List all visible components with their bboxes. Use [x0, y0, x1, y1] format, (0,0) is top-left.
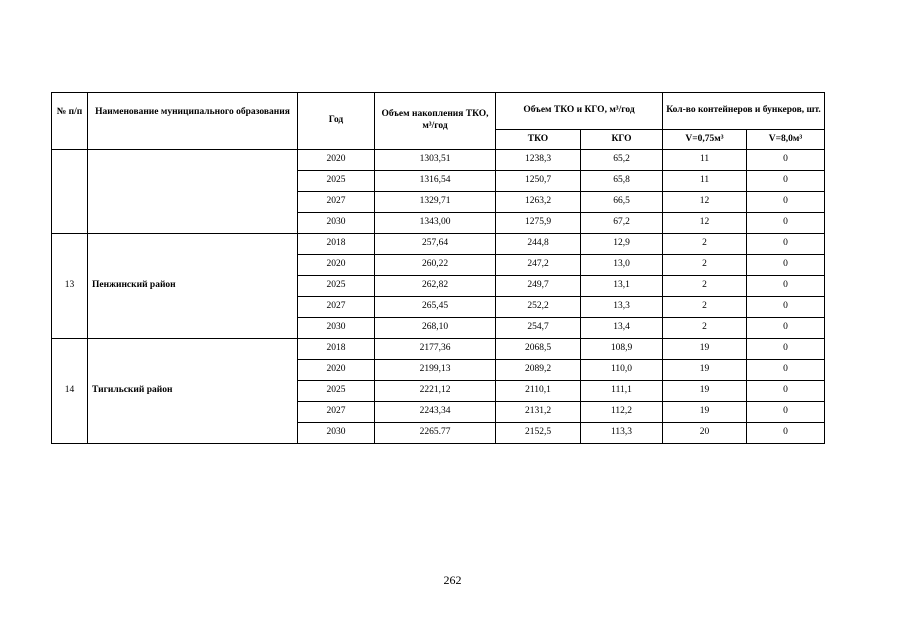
table-row: [52, 234, 825, 255]
cell-year: 2020: [298, 255, 375, 276]
cell-v075: 12: [663, 213, 747, 234]
cell-kgo: 67,2: [581, 213, 663, 234]
cell-tko: 1275,9: [496, 213, 581, 234]
cell-year: 2025: [298, 276, 375, 297]
cell-v8: 0: [747, 381, 825, 402]
cell-tko: 1263,2: [496, 192, 581, 213]
cell-v8: 0: [747, 192, 825, 213]
cell-v8: 0: [747, 150, 825, 171]
municipality-cell: Пенжинский район: [88, 234, 298, 339]
cell-v075: 19: [663, 339, 747, 360]
row-number-cell: 14: [52, 339, 88, 444]
cell-v075: 19: [663, 381, 747, 402]
cell-kgo: 13,0: [581, 255, 663, 276]
cell-v075: 2: [663, 234, 747, 255]
cell-volume: 268,10: [375, 318, 496, 339]
cell-volume: 262,82: [375, 276, 496, 297]
cell-tko: 2089,2: [496, 360, 581, 381]
cell-tko: 2110,1: [496, 381, 581, 402]
header-v075: V=0,75м³: [663, 130, 747, 150]
cell-tko: 1250,7: [496, 171, 581, 192]
cell-v8: 0: [747, 255, 825, 276]
cell-v8: 0: [747, 402, 825, 423]
cell-kgo: 108,9: [581, 339, 663, 360]
cell-v8: 0: [747, 318, 825, 339]
cell-volume: 2221,12: [375, 381, 496, 402]
cell-tko: 2068,5: [496, 339, 581, 360]
cell-year: 2020: [298, 360, 375, 381]
cell-volume: 2243,34: [375, 402, 496, 423]
cell-kgo: 113,3: [581, 423, 663, 444]
cell-year: 2030: [298, 318, 375, 339]
cell-year: 2020: [298, 150, 375, 171]
cell-kgo: 112,2: [581, 402, 663, 423]
cell-kgo: 12,9: [581, 234, 663, 255]
cell-tko: 252,2: [496, 297, 581, 318]
cell-year: 2025: [298, 171, 375, 192]
header-year: Год: [298, 93, 375, 150]
cell-v075: 11: [663, 171, 747, 192]
cell-volume: 2199,13: [375, 360, 496, 381]
municipality-cell: Тигильский район: [88, 339, 298, 444]
cell-volume: 2265.77: [375, 423, 496, 444]
cell-v075: 12: [663, 192, 747, 213]
header-municipality: Наименование муниципального образования: [88, 93, 298, 150]
cell-kgo: 13,3: [581, 297, 663, 318]
cell-v075: 2: [663, 318, 747, 339]
cell-v8: 0: [747, 171, 825, 192]
cell-tko: 2152,5: [496, 423, 581, 444]
waste-volume-table: [51, 92, 825, 444]
row-number-cell: 13: [52, 234, 88, 339]
cell-v075: 19: [663, 402, 747, 423]
cell-volume: 260,22: [375, 255, 496, 276]
cell-v8: 0: [747, 423, 825, 444]
cell-year: 2030: [298, 213, 375, 234]
cell-tko: 254,7: [496, 318, 581, 339]
header-number: № п/п: [52, 93, 88, 150]
cell-volume: 1316,54: [375, 171, 496, 192]
cell-kgo: 13,1: [581, 276, 663, 297]
cell-v8: 0: [747, 297, 825, 318]
row-number-cell: [52, 150, 88, 234]
cell-kgo: 110,0: [581, 360, 663, 381]
cell-v8: 0: [747, 360, 825, 381]
cell-volume: 265,45: [375, 297, 496, 318]
cell-v075: 20: [663, 423, 747, 444]
cell-year: 2025: [298, 381, 375, 402]
header-tko-kgo-group: Объем ТКО и КГО, м³/год: [496, 93, 663, 130]
cell-year: 2027: [298, 192, 375, 213]
cell-v8: 0: [747, 339, 825, 360]
cell-v075: 2: [663, 276, 747, 297]
municipality-cell: [88, 150, 298, 234]
cell-volume: 2177,36: [375, 339, 496, 360]
cell-v8: 0: [747, 276, 825, 297]
page-number: 262: [443, 573, 462, 587]
header-containers-group: Кол-во контейнеров и бункеров, шт.: [663, 93, 825, 130]
cell-year: 2018: [298, 339, 375, 360]
cell-volume: 1343,00: [375, 213, 496, 234]
table-row: [52, 150, 825, 171]
cell-year: 2018: [298, 234, 375, 255]
cell-kgo: 65,2: [581, 150, 663, 171]
cell-v075: 2: [663, 255, 747, 276]
header-tko: ТКО: [496, 130, 581, 150]
cell-kgo: 65,8: [581, 171, 663, 192]
cell-v8: 0: [747, 234, 825, 255]
header-kgo: КГО: [581, 130, 663, 150]
cell-v075: 2: [663, 297, 747, 318]
cell-year: 2027: [298, 297, 375, 318]
cell-tko: 1238,3: [496, 150, 581, 171]
cell-kgo: 66,5: [581, 192, 663, 213]
cell-year: 2030: [298, 423, 375, 444]
cell-tko: 249,7: [496, 276, 581, 297]
cell-tko: 244,8: [496, 234, 581, 255]
cell-v075: 11: [663, 150, 747, 171]
cell-tko: 247,2: [496, 255, 581, 276]
header-v8: V=8,0м³: [747, 130, 825, 150]
header-accumulation-volume: Объем накопления ТКО, м³/год: [375, 93, 496, 150]
cell-year: 2027: [298, 402, 375, 423]
cell-v075: 19: [663, 360, 747, 381]
cell-kgo: 111,1: [581, 381, 663, 402]
table-row: [52, 339, 825, 360]
cell-tko: 2131,2: [496, 402, 581, 423]
cell-v8: 0: [747, 213, 825, 234]
cell-kgo: 13,4: [581, 318, 663, 339]
cell-volume: 257,64: [375, 234, 496, 255]
cell-volume: 1329,71: [375, 192, 496, 213]
cell-volume: 1303,51: [375, 150, 496, 171]
